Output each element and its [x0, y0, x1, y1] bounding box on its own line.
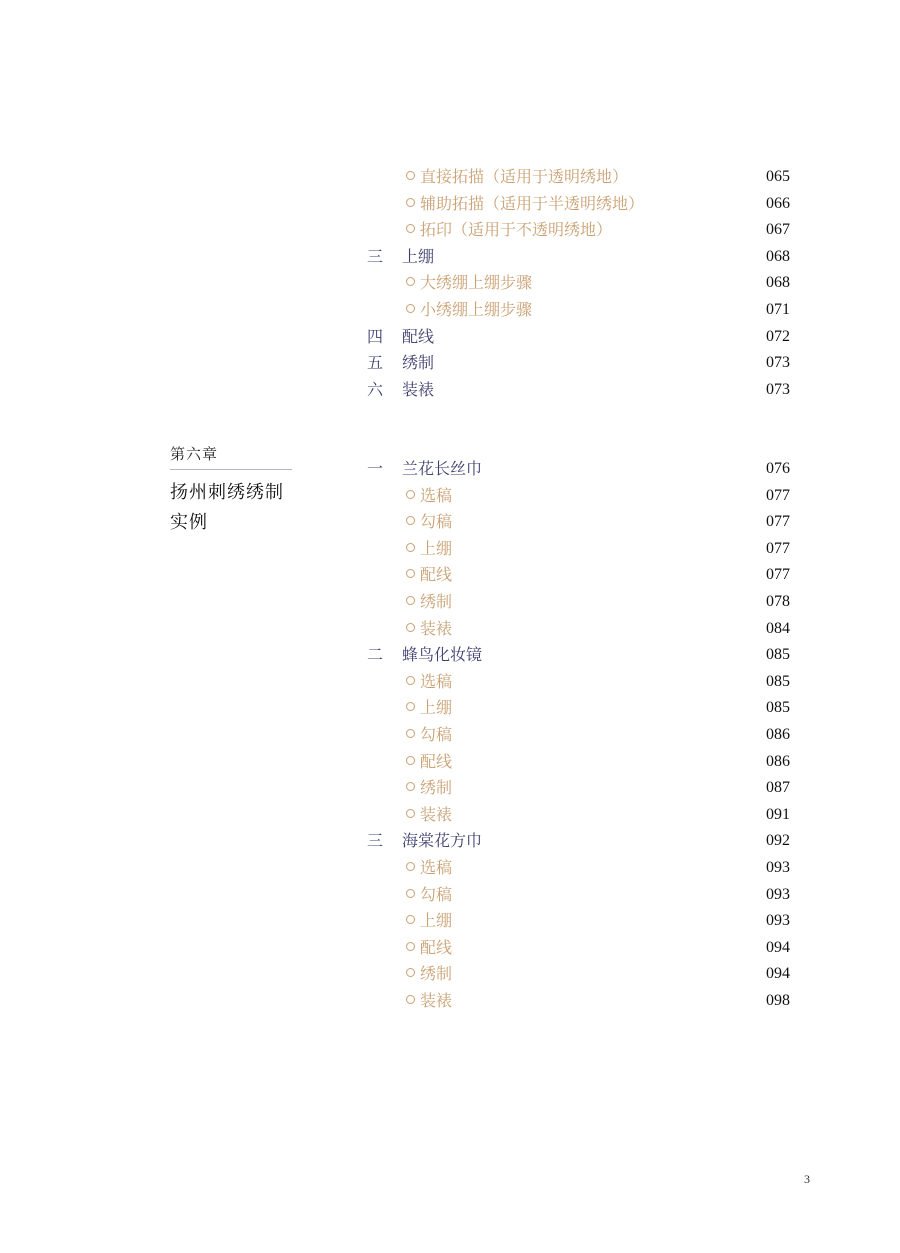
section-number: 三 — [367, 831, 384, 851]
page-ref: 073 — [766, 354, 790, 372]
circle-bullet-icon — [406, 171, 415, 180]
circle-bullet-icon — [406, 889, 415, 898]
subsection-title: 选稿 — [420, 485, 453, 505]
circle-bullet-icon — [406, 224, 415, 233]
subsection-title: 装裱 — [420, 618, 453, 638]
circle-bullet-icon — [406, 968, 415, 977]
circle-bullet-icon — [406, 809, 415, 818]
page-ref: 067 — [766, 221, 790, 239]
toc-section-row[interactable] — [0, 456, 900, 483]
page-ref: 093 — [766, 885, 790, 903]
toc-continued-list — [0, 164, 900, 403]
chapter-label: 第六章 — [170, 441, 292, 470]
page-ref: 065 — [766, 168, 790, 185]
toc-section-row[interactable] — [0, 377, 900, 404]
circle-bullet-icon — [406, 198, 415, 207]
page-ref: 086 — [766, 752, 790, 770]
section-number: 五 — [367, 353, 384, 373]
page-ref: 085 — [766, 699, 790, 717]
section-number: 三 — [367, 246, 384, 266]
toc-subsection-row[interactable] — [0, 483, 900, 510]
circle-bullet-icon — [406, 516, 415, 525]
chapter-six-toc-list — [0, 456, 900, 1014]
circle-bullet-icon — [406, 782, 415, 791]
toc-subsection-row[interactable] — [0, 217, 900, 244]
subsection-entry — [406, 775, 452, 802]
subsection-title: 选稿 — [420, 671, 453, 691]
page-ref: 076 — [766, 460, 790, 477]
circle-bullet-icon — [406, 915, 415, 924]
subsection-entry — [406, 722, 452, 749]
page-ref: 093 — [766, 912, 790, 930]
subsection-entry — [406, 855, 452, 882]
subsection-entry — [406, 695, 452, 722]
subsection-title: 装裱 — [420, 804, 453, 824]
toc-subsection-row[interactable] — [0, 297, 900, 324]
circle-bullet-icon — [406, 702, 415, 711]
circle-bullet-icon — [406, 862, 415, 871]
section-title: 蜂鸟化妆镜 — [402, 645, 483, 665]
circle-bullet-icon — [406, 942, 415, 951]
subsection-title: 大绣绷上绷步骤 — [420, 273, 533, 293]
page-number: 3 — [804, 1172, 810, 1186]
toc-section-row[interactable] — [0, 642, 900, 669]
page-ref: 066 — [766, 194, 790, 212]
subsection-title: 小绣绷上绷步骤 — [420, 299, 533, 319]
subsection-title: 勾稿 — [420, 724, 453, 744]
circle-bullet-icon — [406, 490, 415, 499]
page-ref: 073 — [766, 380, 790, 398]
subsection-title: 绣制 — [420, 778, 453, 798]
toc-subsection-row[interactable] — [0, 270, 900, 297]
section-title: 海棠花方巾 — [402, 831, 483, 851]
subsection-entry — [406, 536, 452, 563]
page-ref: 087 — [766, 779, 790, 797]
subsection-title: 勾稿 — [420, 512, 453, 532]
circle-bullet-icon — [406, 623, 415, 632]
section-number: 一 — [367, 459, 384, 478]
toc-subsection-row[interactable] — [0, 882, 900, 909]
toc-subsection-row[interactable] — [0, 164, 900, 191]
toc-subsection-row[interactable] — [0, 589, 900, 616]
subsection-title: 上绷 — [420, 538, 453, 558]
toc-section-row[interactable] — [0, 324, 900, 351]
section-title: 上绷 — [402, 246, 435, 266]
page-ref: 094 — [766, 938, 790, 956]
toc-subsection-row[interactable] — [0, 509, 900, 536]
subsection-entry — [406, 935, 452, 962]
page-ref: 077 — [766, 513, 790, 531]
subsection-entry — [406, 562, 452, 589]
circle-bullet-icon — [406, 756, 415, 765]
subsection-entry — [406, 988, 452, 1015]
subsection-entry — [406, 509, 452, 536]
subsection-title: 配线 — [420, 751, 453, 771]
subsection-title: 绣制 — [420, 591, 453, 611]
subsection-entry — [406, 589, 452, 616]
page-ref: 068 — [766, 274, 790, 292]
circle-bullet-icon — [406, 277, 415, 286]
page-ref: 091 — [766, 805, 790, 823]
toc-subsection-row[interactable] — [0, 562, 900, 589]
page-ref: 068 — [766, 247, 790, 265]
page-ref: 077 — [766, 566, 790, 584]
subsection-entry — [406, 882, 452, 909]
page-ref: 077 — [766, 539, 790, 557]
section-number: 四 — [367, 326, 384, 346]
subsection-title: 选稿 — [420, 857, 453, 877]
subsection-entry — [406, 297, 532, 324]
toc-section-row[interactable] — [0, 350, 900, 377]
page-ref: 094 — [766, 965, 790, 983]
section-number: 六 — [367, 379, 384, 399]
toc-subsection-row[interactable] — [0, 802, 900, 829]
section-title: 配线 — [402, 326, 435, 346]
subsection-entry — [406, 669, 452, 696]
subsection-entry — [406, 908, 452, 935]
toc-subsection-row[interactable] — [0, 669, 900, 696]
toc-subsection-row[interactable] — [0, 695, 900, 722]
section-number: 二 — [367, 645, 384, 665]
toc-subsection-row[interactable] — [0, 935, 900, 962]
page-ref: 071 — [766, 300, 790, 318]
page-ref: 084 — [766, 619, 790, 637]
chapter-title: 扬州刺绣绣制实例 — [170, 482, 284, 533]
subsection-title: 辅助拓描（适用于半透明绣地） — [420, 193, 645, 213]
page-ref: 085 — [766, 646, 790, 664]
page-ref: 086 — [766, 725, 790, 743]
page-ref: 085 — [766, 672, 790, 690]
toc-subsection-row[interactable] — [0, 908, 900, 935]
subsection-title: 上绷 — [420, 911, 453, 931]
subsection-title: 配线 — [420, 565, 453, 585]
subsection-title: 绣制 — [420, 964, 453, 984]
toc-subsection-row[interactable] — [0, 988, 900, 1015]
toc-subsection-row[interactable] — [0, 191, 900, 218]
toc-section-row[interactable] — [0, 828, 900, 855]
circle-bullet-icon — [406, 995, 415, 1004]
page-ref: 072 — [766, 327, 790, 345]
subsection-entry — [406, 217, 612, 244]
subsection-entry — [406, 483, 452, 510]
page-ref: 098 — [766, 991, 790, 1009]
subsection-entry — [406, 616, 452, 643]
toc-subsection-row[interactable] — [0, 961, 900, 988]
circle-bullet-icon — [406, 596, 415, 605]
page-ref: 077 — [766, 486, 790, 504]
section-title: 绣制 — [402, 353, 435, 373]
circle-bullet-icon — [406, 729, 415, 738]
page-ref: 093 — [766, 858, 790, 876]
toc-subsection-row[interactable] — [0, 855, 900, 882]
page-ref: 092 — [766, 832, 790, 850]
toc-subsection-row[interactable] — [0, 749, 900, 776]
subsection-title: 上绷 — [420, 698, 453, 718]
toc-section-row[interactable] — [0, 244, 900, 271]
subsection-entry — [406, 270, 532, 297]
subsection-title: 勾稿 — [420, 884, 453, 904]
subsection-entry — [406, 961, 452, 988]
subsection-entry — [406, 749, 452, 776]
section-title: 兰花长丝巾 — [402, 459, 483, 478]
section-title: 装裱 — [402, 379, 435, 399]
circle-bullet-icon — [406, 676, 415, 685]
subsection-entry — [406, 164, 628, 191]
subsection-entry — [406, 802, 452, 829]
toc-subsection-row[interactable] — [0, 536, 900, 563]
circle-bullet-icon — [406, 569, 415, 578]
subsection-entry — [406, 191, 644, 218]
toc-subsection-row[interactable] — [0, 616, 900, 643]
subsection-title: 拓印（适用于不透明绣地） — [420, 220, 613, 240]
toc-subsection-row[interactable] — [0, 775, 900, 802]
subsection-title: 配线 — [420, 937, 453, 957]
circle-bullet-icon — [406, 543, 415, 552]
subsection-title: 装裱 — [420, 990, 453, 1010]
circle-bullet-icon — [406, 304, 415, 313]
toc-subsection-row[interactable] — [0, 722, 900, 749]
page-ref: 078 — [766, 592, 790, 610]
subsection-title: 直接拓描（适用于透明绣地） — [420, 167, 629, 186]
